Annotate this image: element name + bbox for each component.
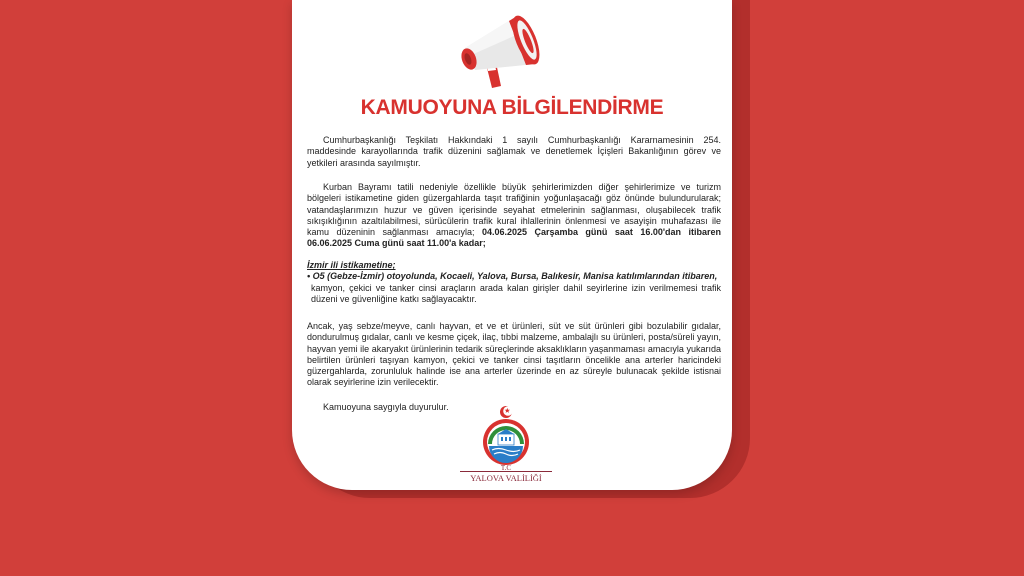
announcement-title: KAMUOYUNA BİLGİLENDİRME <box>360 96 664 119</box>
paragraph-2 <box>307 182 721 250</box>
paragraph-1 <box>307 135 721 169</box>
bullet-text: kamyon, çekici ve tanker cinsi araçların arada kalan girişler dahil seyirlerine izin verilmemesi trafik düzeni ve güvenliğine katkı sağlayacaktır. <box>311 282 721 304</box>
logo-name: YALOVA VALİLİĞİ <box>460 471 552 483</box>
date-range: 04.06.2025 Çarşamba günü saat 16.00'dan itibaren 06.06.2025 Cuma günü saat 11.00'a kadar; <box>307 227 721 249</box>
izmir-heading: İzmir ili istikametine; <box>307 260 396 270</box>
izmir-section <box>307 260 721 305</box>
paragraph-4-text: Ancak, yaş sebze/meyve, canlı hayvan, et ve et ürünleri, süt ve süt ürünleri gibi bozulabilir gıdalar, dondurulmuş gıdalar, canlı ve kesme çiçek, ilaç, tıbbi malzeme, ambalajlı su ürünleri, posta/süreli yayın, hayvan yemi ile akaryakıt ürünlerinin tedarik süreçlerinde aksaklıkların yaşanmaması amacıyla yukarıda belirtilen ürünleri taşıyan kamyon, çekici ve tanker cinsi taşıtların öncelikle ana arterler haricindeki güzergahlarda, zorunluluk halinde ise ana arterler üzerinde en az süreyle bulunacak şekilde istisnai olarak seyirlerine izin verilecektir. <box>307 321 721 388</box>
paragraph-4 <box>307 321 721 389</box>
megaphone-icon <box>451 8 543 94</box>
bullet-route: • O5 (Gebze-İzmir) otoyolunda, Kocaeli, Yalova, Bursa, Balıkesir, Manisa katılımlarından itibaren, <box>307 271 718 282</box>
paragraph-1-text: Cumhurbaşkanlığı Teşkilatı Hakkındaki 1 sayılı Cumhurbaşkanlığı Kararnamesinin 254. maddesinde karayollarında trafik düzenini sağlamak ve denetlemek İçişleri Bakanlığının görev ve yetkileri arasında sayılmıştır. <box>307 135 721 168</box>
logo-tc: T.C <box>500 464 512 472</box>
paragraph-2-text: Kurban Bayramı tatili nedeniyle özellikle büyük şehirlerimizden diğer şehirlerimize ve turizm bölgeleri istikametine giden güzergahlarda taşıt trafiğinin yoğunlaşacağı göz önünde bulundurularak; vatandaşlarımızın huzur ve güven içerisinde seyahat etmelerinin sağlanması, oluşabilecek trafik sıkışıklığının azaltılabilmesi, sürücülerin trafik kural ihlallerinin önlenmesi ve asayişin muhafazası ile kamu düzeninin sağlanması amacıyla; <box>307 182 721 238</box>
closing-text: Kamuoyuna saygıyla duyurulur. <box>323 402 449 412</box>
yalova-valiligi-emblem <box>476 404 536 472</box>
